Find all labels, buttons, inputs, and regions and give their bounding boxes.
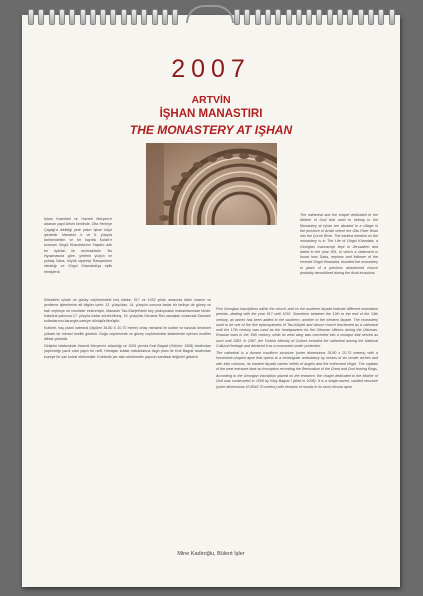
- binding-ring: [110, 9, 116, 25]
- title-monastery-tr: İŞHAN MANASTIRI: [159, 108, 263, 120]
- paragraph-tr-1: Kiliselerin içinde ve güney cephesindeki beş kitabe, 917 ve 1032 yılları arasında farklı onarım ve yenileme işlemlerine ait bilgiler içerir. 12. yüzyıldan, 14. yüzyılın sonuna kadar bir tarihçe de güney ve batı cepheye ek meclisler eklenmiştir. Manastır Tao-Klarjeti'deki bey piskoposluk makamlarından biridir. Katedral yalnızca 17. yüzyıla kadar sürdürülmüş, 19. yüzyılda Osmanlı-Rus savaşları sırasında Osmanlı sultanlarının kararıyla camiye dönüştürülmüştür.: [44, 298, 211, 323]
- binding-ring: [172, 9, 178, 25]
- paragraph-tr-intro: İşhan Katedrali ve Hazreti Meryem'e adanan yapıt Artvin kentinde, Olta Yeniriye Çayağı'a dikildiği yere yakın İşhan köyü içindedir. Manastır 4. ve 5. yüzyıla tarihlendirilen ve bir kayıtta Kutab'ır korunan Girgul Khandzta'nın Yaşamı adlı bir öyküsü ile anılmaktadır. Bu elyazmasına göre, yerlerin yüzyılı ve yoldaş Saba, büyük ziyaretçi Ravşanların rahatlığı ve Girgul Khandzta'ya eşlik etmişlerdi.: [44, 217, 112, 274]
- binding-ring: [358, 9, 364, 25]
- relief-photo: [146, 143, 277, 225]
- binding-ring: [152, 9, 158, 25]
- binding-ring: [28, 9, 34, 25]
- paragraph-en-1: Five Georgian inscriptions within the church and on the southern façade indicate different restoration periods, dealing with the year 917 until 1032. Sometime between the 12th to the end of the 14th century, an annex has been added to the southern, another to the western façade. The monastery used to be one of the five episcopalsees of Tao-Klarjeti and whose church functioned as a cathedral until the 17th century was used as the headquarters for the Ottoman officers during the Ottoman-Russian wars in the 19th century, while its west wing was converted into a mosque that served as such until 1983. In 1987, the Turkish Ministry of Culture included the cathedral among the National Cultural Heritage and declared it as a monument under protection.: [216, 307, 378, 348]
- spiral-binding: [22, 9, 400, 27]
- binding-ring: [378, 9, 384, 25]
- binding-ring: [49, 9, 55, 25]
- calendar-page: [22, 15, 400, 587]
- binding-ring: [275, 9, 281, 25]
- text-tr-main: [44, 298, 211, 362]
- binding-ring: [265, 9, 271, 25]
- binding-ring: [368, 9, 374, 25]
- paragraph-tr-3: Girişteki kitabesinde Hazreti Meryem'e adandığı ve 1006 yılında Kral Bagrat (Hüküm: 1008) tarafından yaptırıldığı yazılı olan yapılı bir nefli, Hristiyan kutsal mekânlarına özgü planı ile Kral Bagrat tarafından kuzeye bir çan kulesi eklenmiştir. Kubbede yer alan süslemeler yapının sanatsal değerini gösterir.: [44, 344, 211, 359]
- binding-ring: [347, 9, 353, 25]
- binding-ring: [90, 9, 96, 25]
- title-city: ARTVİN: [191, 94, 231, 106]
- binding-ring: [131, 9, 137, 25]
- binding-ring: [244, 9, 250, 25]
- text-tr-side: [44, 217, 112, 277]
- binding-ring: [59, 9, 65, 25]
- binding-ring: [38, 9, 44, 25]
- paragraph-en-2: The cathedral is a domed cruciform structure (outer dimensions 35.80 x 20.70 meters) with a horseshoe-shaped apse that opens to a rectangular ambulatory by means of six ornate arches and with twin columns. Its eastern façade carries reliefs of angels and the enthroned Virgin. The capitals of the west entrance bear an inscription recording the Renovation of the Great and God-fearing Kings.: [216, 351, 378, 371]
- binding-ring: [141, 9, 147, 25]
- binding-ring: [80, 9, 86, 25]
- binding-ring: [100, 9, 106, 25]
- binding-ring: [286, 9, 292, 25]
- paragraph-tr-2: Kubbeli, haç planlı katedral (ölçüleri 35.80 X 20.70 metre) ortaç mimarisi ile kubbe ve kasnak örnekleri yüksek bir mimari özellik gösterir. Doğu cephesinde ve güney cephesindeki kitabelerde işlenen motifler dikkat çekicidir.: [44, 326, 211, 341]
- binding-ring: [306, 9, 312, 25]
- paragraph-en-3: According to the Georgian inscription placed on the entrance, the chapel dedicated to the Mother of God was constructed in 1006 by King Bagrat I (died in 1008). It is a single-naved, vaulted structure (outer dimensions 10.80x5.70 meters) with remains of murals in its semi-circular apse.: [216, 374, 378, 389]
- hanger-loop: [186, 5, 234, 23]
- binding-ring: [255, 9, 261, 25]
- binding-ring: [296, 9, 302, 25]
- text-en-side: [300, 213, 378, 278]
- paragraph-en-intro: The cathedral and the chapel dedicated to the Mother of God that used to belong to the Monastery at Işhan are situated in a village in the province of Artvin where the Oltu River flows into the Çoruh River. The earliest mention on the monastery is in The Life of Grigol Khandzta, a Georgian manuscript kept in Jerusalem and dated to the year 951, in which a statement is found how Saba, nephew and follower of the revered Grigol Khandzta, founded the monastery in place of a previous abandoned church probably demolished during the Arab invasions.: [300, 213, 378, 275]
- binding-ring: [327, 9, 333, 25]
- binding-ring: [234, 9, 240, 25]
- binding-ring: [337, 9, 343, 25]
- binding-ring: [121, 9, 127, 25]
- title-monastery-en: THE MONASTERY AT IŞHAN: [129, 123, 293, 137]
- calendar-year: 2007: [171, 55, 251, 83]
- binding-ring: [162, 9, 168, 25]
- photo-credit: Mine Kadiroğlu, Bülent İşler: [177, 551, 245, 557]
- text-en-main: [216, 307, 378, 392]
- binding-ring: [69, 9, 75, 25]
- binding-ring: [316, 9, 322, 25]
- binding-ring: [389, 9, 395, 25]
